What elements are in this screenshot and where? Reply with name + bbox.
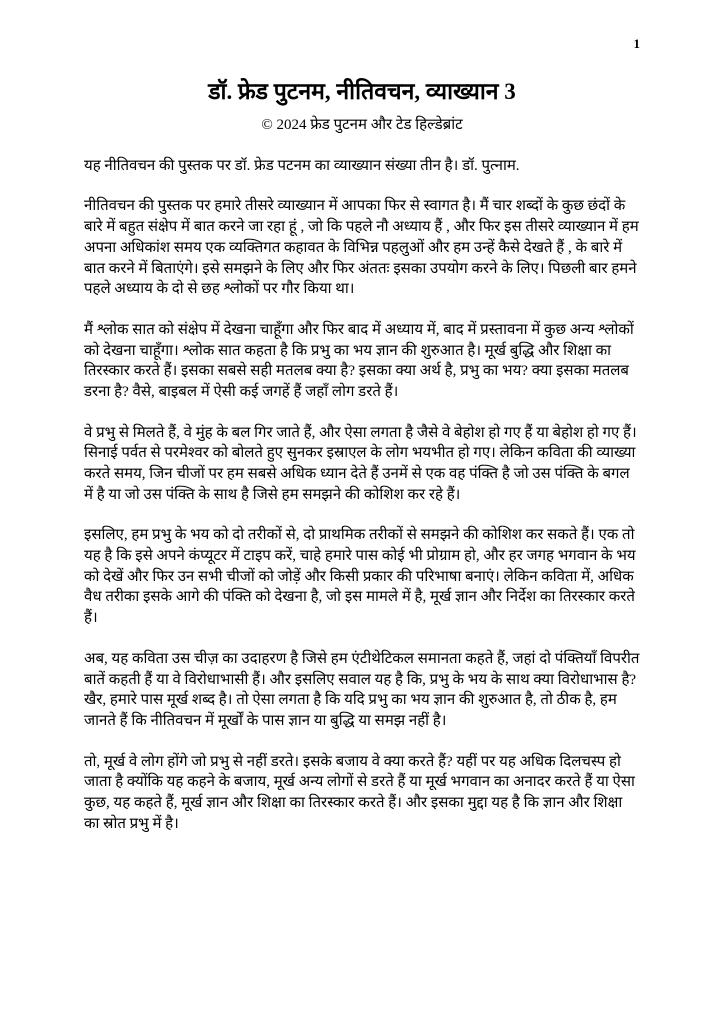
paragraph-intro: यह नीतिवचन की पुस्तक पर डॉ. फ्रेड पटनम का व्याख्यान संख्या तीन है। डॉ. पुत्नाम. xyxy=(84,157,520,174)
document-header xyxy=(0,0,724,134)
document-body xyxy=(84,156,640,835)
copyright-line: © 2024 फ्रेड पुटनम और टेड हिल्डेब्रांट xyxy=(261,116,463,133)
paragraph-welcome: नीतिवचन की पुस्तक पर हमारे तीसरे व्याख्यान में आपका फिर से स्वागत है। मैं चार शब्दों के कुछ छंदों के बारे में बहुत संक्षेप में बात करने जा रहा हूं , जो कि पहले नौ अध्याय हैं , और फिर इस तीसरे व्याख्यान में हम अपना अधिकांश समय एक व्यक्तिगत कहावत के विभिन्न पहलुओं और हम उन्हें कैसे देखते हैं , के बारे में बात करने में बिताएंगे। इसे समझने के लिए और फिर अंततः इसका उपयोग करने के लिए। पिछली बार हमने पहले अध्याय के दो से छह श्लोकों पर गौर किया था। xyxy=(84,198,639,298)
paragraph-antithetical: अब, यह कविता उस चीज़ का उदाहरण है जिसे हम एंटीथेटिकल समानता कहते हैं, जहां दो पंक्तियाँ विपरीत बातें कहती हैं या वे विरोधाभासी हैं। और इसलिए सवाल यह है कि, प्रभु के भय के साथ क्या विरोधाभास है? खैर, हमारे पास मूर्ख शब्द है। तो ऐसा लगता है कि यदि प्रभु का भय ज्ञान की शुरुआत है, तो ठीक है, हम जानते हैं कि नीतिवचन में मूर्खों के पास ज्ञान या बुद्धि या समझ नहीं है। xyxy=(84,650,640,729)
paragraph-two-methods: इसलिए, हम प्रभु के भय को दो तरीकों से, दो प्राथमिक तरीकों से समझने की कोशिश कर सकते हैं। एक तो यह है कि इसे अपने कंप्यूटर में टाइप करें, चाहे हमारे पास कोई भी प्रोग्राम हो, और हर जगह भगवान के भय को देखें और फिर उन सभी चीजों को जोड़ें और किसी प्रकार की परिभाषा बनाएं। लेकिन कविता में, अधिक वैध तरीका इसके आगे की पंक्ति को देखना है, जो इस मामले में है, मूर्ख ज्ञान और निर्देश का तिरस्कार करते हैं। xyxy=(84,527,636,627)
page-number: 1 xyxy=(633,36,640,51)
paragraph-verse-seven: मैं श्लोक सात को संक्षेप में देखना चाहूँगा और फिर बाद में अध्याय में, बाद में प्रस्तावना में कुछ अन्य श्लोकों को देखना चाहूँगा। श्लोक सात कहता है कि प्रभु का भय ज्ञान की शुरुआत है। मूर्ख बुद्धि और शिक्षा का तिरस्कार करते हैं। इसका सबसे सही मतलब क्या है? इसका क्या अर्थ है, प्रभु का भय? क्या इसका मतलब डरना है? वैसे, बाइबल में ऐसी कई जगहें हैं जहाँ लोग डरते हैं। xyxy=(84,321,634,400)
paragraph-fear-examples: वे प्रभु से मिलते हैं, वे मुंह के बल गिर जाते हैं, और ऐसा लगता है जैसे वे बेहोश हो गए हैं या बेहोश हो गए हैं। सिनाई पर्वत से परमेश्वर को बोलते हुए सुनकर इस्राएल के लोग भयभीत हो गए। लेकिन कविता की व्याख्या करते समय, जिन चीजों पर हम सबसे अधिक ध्यान देते हैं उनमें से एक वह पंक्ति है जो उस पंक्ति के बगल में है या जो उस पंक्ति के साथ है जिसे हम समझने की कोशिश कर रहे हैं। xyxy=(84,424,637,503)
paragraph-fools-conclusion: तो, मूर्ख वे लोग होंगे जो प्रभु से नहीं डरते। इसके बजाय वे क्या करते हैं? यहीं पर यह अधिक दिलचस्प हो जाता है क्योंकि यह कहने के बजाय, मूर्ख अन्य लोगों से डरते हैं या मूर्ख भगवान का अनादर करते हैं या ऐसा कुछ, यह कहते हैं, मूर्ख ज्ञान और शिक्षा का तिरस्कार करते हैं। और इसका मुद्दा यह है कि ज्ञान और शिक्षा का स्रोत प्रभु में है। xyxy=(84,753,635,832)
document-title: डॉ. फ्रेड पुटनम, नीतिवचन, व्याख्यान 3 xyxy=(208,79,516,104)
